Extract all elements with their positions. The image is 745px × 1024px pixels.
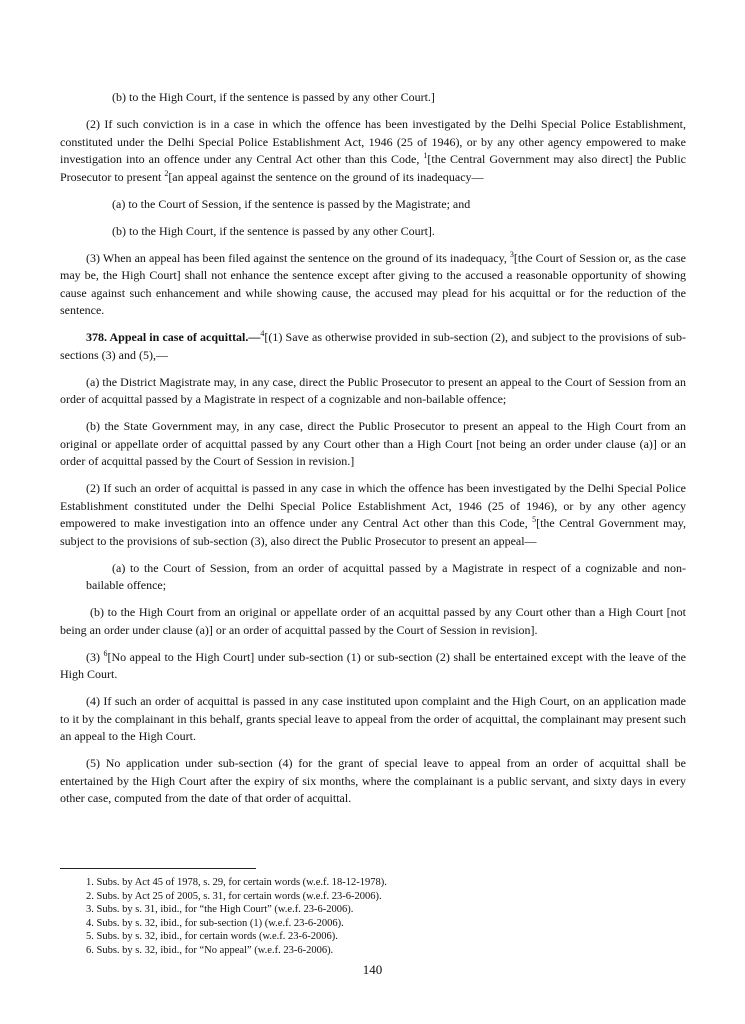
- footnote: 2. Subs. by Act 25 of 2005, s. 31, for certain words (w.e.f. 23-6-2006).: [86, 890, 382, 902]
- paragraph: (5) No application under sub-section (4) for the grant of special leave to appeal from an order of acquittal shall be entertained by the High Court after the expiry of six months, where the complainant is a public servant, and sixty days in every other case, computed from the date of that order of acquittal.: [60, 756, 686, 805]
- paragraph: (2) If such an order of acquittal is passed in any case in which the offence has been investigated by the Delhi Special Police Establishment constituted under the Delhi Special Police Establishment Act, 1946 (25 of 1946), or by any other agency empowered to make investigation into an offence under any Central Act other than this Code, $^5$[the Central Government may, subject to the provisions of sub-section (3), also direct the Public Prosecutor to present an appeal—: [60, 481, 687, 548]
- paragraph: (a) to the Court of Session, from an order of acquittal passed by a Magistrate in respect of a cognizable and non-bailable offence;: [86, 560, 686, 592]
- footnote-ref: 3: [509, 249, 514, 259]
- paragraph: (b) to the High Court, if the sentence is passed by any other Court].: [112, 223, 435, 238]
- footnote-ref: 1: [423, 151, 428, 160]
- paragraph: (a) the District Magistrate may, in any case, direct the Public Prosecutor to present an appeal to the Court of Session from an order of acquittal passed by a Magistrate in respect of a cognizable and non-bailable offence;: [60, 374, 686, 406]
- footnote: 4. Subs. by s. 32, ibid., for sub-section (1) (w.e.f. 23-6-2006).: [86, 917, 344, 929]
- paragraph: (3) $^6$[No appeal to the High Court] under sub-section (1) or sub-section (2) shall be entertained except with the leave of the High Court.: [60, 648, 686, 681]
- paragraph: (4) If such an order of acquittal is passed in any case instituted upon complaint and the High Court, on an application made to it by the complainant in this behalf, grants special leave to appeal from the order of acquittal, the complainant may present such an appeal to the High Court.: [60, 694, 686, 743]
- section-heading: 378. Appeal in case of acquittal.—: [86, 330, 261, 344]
- page-number: 140: [362, 962, 383, 977]
- paragraph: (b) to the High Court from an original or appellate order of an acquittal passed by any Court other than a High Court [not being an order under clause (a)] or an order of acquittal passed by the Court of Session in revision].: [60, 605, 686, 637]
- footnote-ref: 2: [164, 168, 169, 178]
- paragraph: (a) to the Court of Session, if the sentence is passed by the Magistrate; and: [112, 196, 471, 211]
- footnote: 6. Subs. by s. 32, ibid., for “No appeal” (w.e.f. 23-6-2006).: [86, 944, 334, 956]
- body-text: [60, 89, 686, 817]
- footnote-ref: 4: [260, 329, 265, 338]
- paragraph: (b) the State Government may, in any case, direct the Public Prosecutor to present an appeal to the High Court from an original or appellate order of acquittal passed by any Court other than a High Court [not being an order under clause (a)] or an order of acquittal passed by the Court of Session in revision.]: [60, 419, 686, 468]
- section-378: 378. Appeal in case of acquittal.—$^4$[(1) Save as otherwise provided in sub-section (2), and subject to the provisions of sub-sections (3) and (5),—: [60, 329, 687, 362]
- footnote: 3. Subs. by s. 31, ibid., for “the High Court” (w.e.f. 23-6-2006).: [86, 904, 354, 916]
- paragraph: (b) to the High Court, if the sentence is passed by any other Court.]: [112, 90, 435, 104]
- footnote: 1. Subs. by Act 45 of 1978, s. 29, for certain words (w.e.f. 18-12-1978).: [86, 877, 387, 888]
- paragraph: (3) When an appeal has been filed against the sentence on the ground of its inadequacy, $^3$[the Court of Session or, as the case may be, the High Court] shall not enhance the sentence except after giving to the accused a reasonable opportunity of showing cause against such enhancement and while showing cause, the accused may plead for his acquittal or for the reduction of the sentence.: [60, 249, 686, 317]
- footnote: 5. Subs. by s. 32, ibid., for certain words (w.e.f. 23-6-2006).: [86, 931, 338, 943]
- paragraph: (2) If such conviction is in a case in which the offence has been investigated by the Delhi Special Police Establishment, constituted under the Delhi Special Police Establishment Act, 1946 (25 of 1946), or by any other agency empowered to make investigation into an offence under any Central Act other than this Code, $^1$[the Central Government may also direct] the Public Prosecutor to present $^2$[an appeal against the sentence on the ground of its inadequacy—: [60, 117, 686, 184]
- footnote-ref: 6: [103, 648, 108, 658]
- footnote-divider: [60, 868, 256, 869]
- footnotes: [60, 876, 686, 958]
- footnote-ref: 5: [532, 515, 537, 524]
